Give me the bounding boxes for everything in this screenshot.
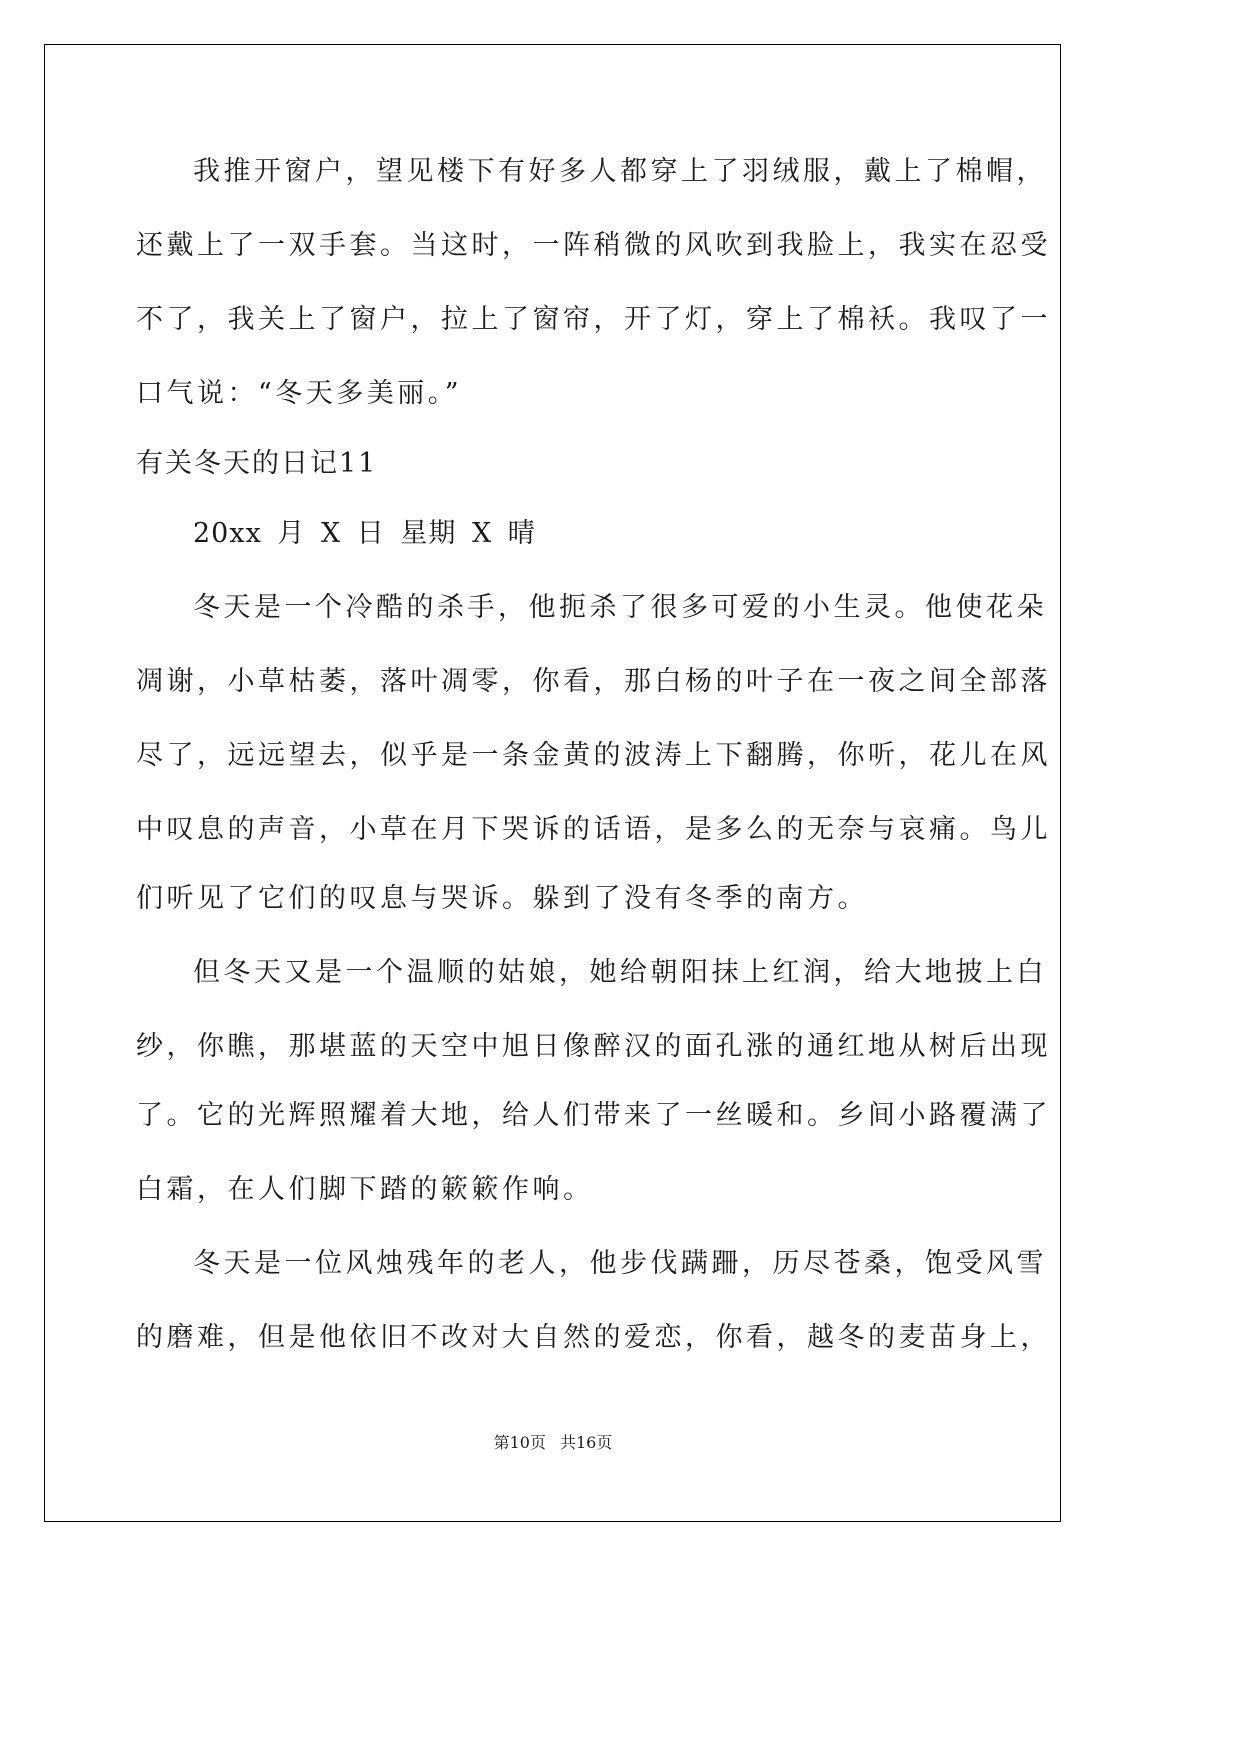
page-number: 第10页: [493, 1433, 546, 1452]
text-line: 口气说：“冬天多美丽。”: [136, 378, 463, 409]
text-line: 们听见了它们的叹息与哭诉。躲到了没有冬季的南方。: [136, 883, 868, 914]
page-total: 共16页: [560, 1433, 613, 1452]
text-line: 但冬天又是一个温顺的姑娘，她给朝阳抹上红润，给大地披上白: [193, 957, 1047, 988]
text-line: 的磨难，但是他依旧不改对大自然的爱恋，你看，越冬的麦苗身上，: [136, 1322, 1051, 1353]
page-footer: [0, 1433, 1106, 1453]
text-line: 了。它的光辉照耀着大地，给人们带来了一丝暖和。乡间小路覆满了: [136, 1100, 1051, 1131]
text-line: 白霜，在人们脚下踏的簌簌作响。: [136, 1174, 594, 1205]
text-line: 还戴上了一双手套。当这时，一阵稍微的风吹到我脸上，我实在忍受: [136, 230, 1051, 261]
text-line: 纱，你瞧，那堪蓝的天空中旭日像醉汉的面孔涨的通红地从树后出现: [136, 1031, 1051, 1062]
text-line: 冬天是一个冷酷的杀手，他扼杀了很多可爱的小生灵。他使花朵: [193, 592, 1047, 623]
text-line: 中叹息的声音，小草在月下哭诉的话语，是多么的无奈与哀痛。鸟儿: [136, 814, 1051, 845]
text-line: 尽了，远远望去，似乎是一条金黄的波涛上下翻腾，你听，花儿在风: [136, 740, 1051, 771]
text-line: 冬天是一位风烛残年的老人，他步伐蹒跚，历尽苍桑，饱受风雪: [193, 1248, 1047, 1279]
page-border: [44, 44, 1061, 1522]
text-line: 凋谢，小草枯萎，落叶凋零，你看，那白杨的叶子在一夜之间全部落: [136, 666, 1051, 697]
diary-title: 有关冬天的日记11: [136, 448, 378, 479]
text-line: 我推开窗户，望见楼下有好多人都穿上了羽绒服，戴上了棉帽，: [193, 156, 1047, 187]
diary-date: 20xx 月 X 日 星期 X 晴: [193, 518, 536, 549]
text-line: 不了，我关上了窗户，拉上了窗帘，开了灯，穿上了棉袄。我叹了一: [136, 304, 1051, 335]
